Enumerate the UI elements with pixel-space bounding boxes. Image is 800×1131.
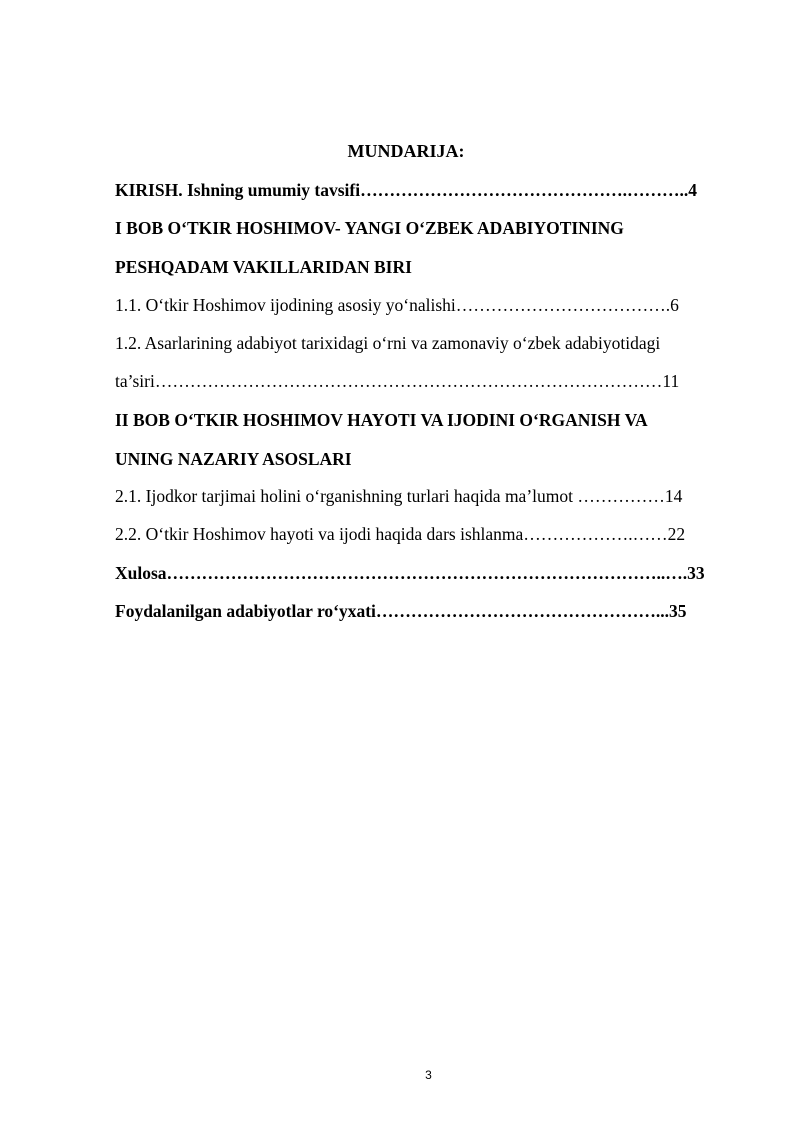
toc-entry-adabiyotlar: Foydalanilgan adabiyotlar ro‘yxati…………………………………………...35 (115, 601, 687, 621)
toc-entry-2-2: 2.2. O‘tkir Hoshimov hayoti va ijodi haqida dars ishlanma……………….……22 (115, 524, 686, 544)
toc-entry-kirish: KIRISH. Ishning umumiy tavsifi……………………………………….………..4 (115, 180, 697, 200)
toc-entry-1-1: 1.1. O‘tkir Hoshimov ijodining asosiy yo‘nalishi……………………………….6 (115, 295, 679, 315)
toc-entry-xulosa: Xulosa…………………………………………………………………………..….33 (115, 563, 705, 583)
toc-chapter-1-title-line-1: I BOB O‘TKIR HOSHIMOV- YANGI O‘ZBEK ADABIYOTINING (115, 218, 624, 238)
toc-chapter-2-title-line-2: UNING NAZARIY ASOSLARI (115, 449, 352, 469)
toc-entry-2-1: 2.1. Ijodkor tarjimai holini o‘rganishning turlari haqida ma’lumot ……………14 (115, 486, 683, 506)
toc-title: MUNDARIJA: (347, 141, 465, 161)
toc-entry-1-2-line-2: ta’siri……………………………………………………………………………11 (115, 371, 680, 391)
toc-chapter-2-title-line-1: II BOB O‘TKIR HOSHIMOV HAYOTI VA IJODINI O‘RGANISH VA (115, 410, 648, 430)
toc-chapter-1-title-line-2: PESHQADAM VAKILLARIDAN BIRI (115, 257, 412, 277)
page-number: 3 (425, 1068, 432, 1082)
toc-entry-1-2-line-1: 1.2. Asarlarining adabiyot tarixidagi o‘rni va zamonaviy o‘zbek adabiyotidagi (115, 333, 661, 353)
